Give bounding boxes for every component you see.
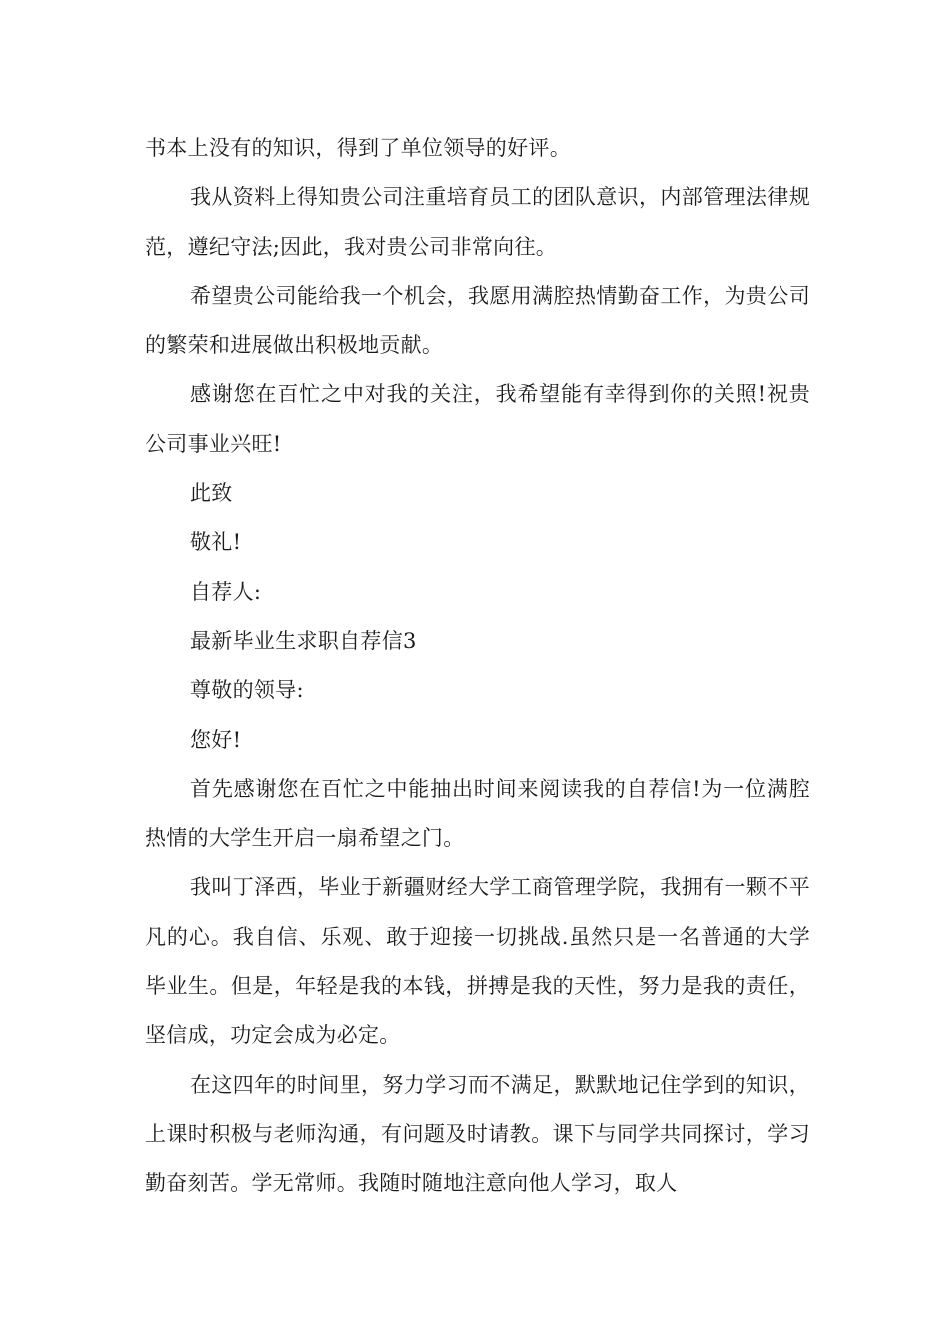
paragraph-study: 在这四年的时间里，努力学习而不满足，默默地记住学到的知识，上课时积极与老师沟通，有问题及时请教。课下与同学共同探讨，学习勤奋刻苦。学无常师。我随时随地注意向他人学习，取人	[145, 1072, 810, 1196]
signature-line: 自荐人:	[190, 579, 262, 604]
greeting-hello: 您好!	[190, 727, 242, 752]
closing-salutation: 此致	[190, 481, 233, 506]
letter-body	[145, 124, 810, 1209]
paragraph-intro: 首先感谢您在百忙之中能抽出时间来阅读我的自荐信!为一位满腔热情的大学生开启一扇希望之门。	[145, 776, 810, 851]
closing-regards: 敬礼!	[190, 530, 242, 555]
greeting-recipient: 尊敬的领导:	[190, 678, 304, 703]
paragraph-3: 希望贵公司能给我一个机会，我愿用满腔热情勤奋工作，为贵公司的繁荣和进展做出积极地贡献。	[145, 283, 810, 358]
paragraph-self-intro: 我叫丁泽西，毕业于新疆财经大学工商管理学院，我拥有一颗不平凡的心。我自信、乐观、敢于迎接一切挑战.虽然只是一名普通的大学毕业生。但是，年轻是我的本钱，拼搏是我的天性，努力是我的责任，坚信成，功定会成为必定。	[145, 875, 810, 1048]
paragraph-4: 感谢您在百忙之中对我的关注，我希望能有幸得到你的关照!祝贵公司事业兴旺!	[145, 382, 810, 456]
paragraph-2: 我从资料上得知贵公司注重培育员工的团队意识，内部管理法律规范，遵纪守法;因此，我对贵公司非常向往。	[145, 185, 810, 259]
paragraph-1: 书本上没有的知识，得到了单位领导的好评。	[145, 136, 571, 160]
section-title: 最新毕业生求职自荐信3	[190, 628, 417, 653]
